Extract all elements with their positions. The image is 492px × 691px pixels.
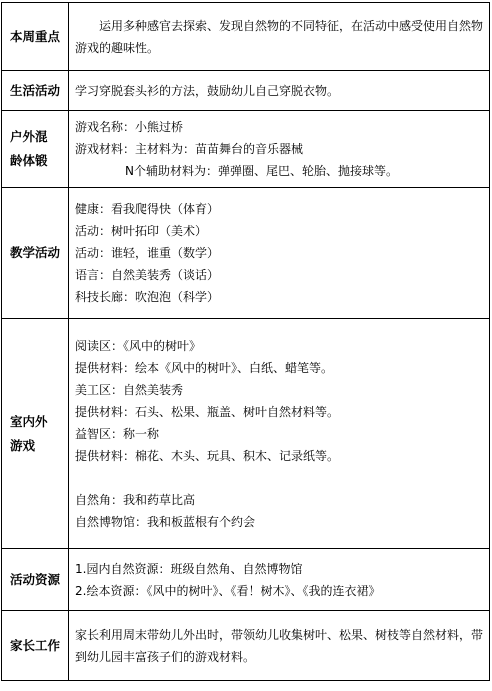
outdoor-materials-main: 游戏材料：主材料为：苗苗舞台的音乐器械 — [75, 142, 304, 156]
game-area-item: 美工区：自然美装秀 — [75, 382, 184, 397]
resource-item: 1.园内自然资源：班级自然角、自然博物馆 — [75, 561, 303, 576]
blank-line — [75, 467, 483, 489]
game-area-item: 益智区：称一称 — [75, 426, 160, 441]
label-indoor-line2: 游戏 — [10, 437, 36, 453]
content-life-activity — [69, 71, 490, 111]
row-outdoor-exercise — [2, 111, 490, 188]
label-life-activity: 生活活动 — [2, 71, 69, 111]
label-teaching-activity: 教学活动 — [2, 188, 69, 319]
teaching-item: 语言：自然美装秀（谈话） — [75, 268, 220, 282]
row-parent-work — [2, 611, 490, 681]
parent-work-text: 家长利用周末带幼儿外出时，带领幼儿收集树叶、松果、树枝等自然材料，带到幼儿园丰富孩子们的游戏材料。 — [75, 627, 484, 664]
teaching-item: 科技长廊：吹泡泡（科学） — [75, 290, 220, 304]
label-indoor-outdoor-games — [2, 319, 69, 549]
content-outdoor-exercise — [69, 111, 490, 188]
label-outdoor-line2: 龄体锻 — [10, 153, 48, 168]
content-activity-resources — [69, 549, 490, 611]
outdoor-materials-aux: N个辅助材料为：弹弹圈、尾巴、轮胎、抛接球等。 — [125, 164, 398, 178]
label-weekly-focus: 本周重点 — [2, 3, 69, 71]
row-activity-resources — [2, 549, 490, 611]
life-activity-text: 学习穿脱套头衫的方法，鼓励幼儿自己穿脱衣物。 — [75, 83, 340, 98]
game-area-item: 提供材料：绘本《风中的树叶》、白纸、蜡笔等。 — [75, 360, 334, 375]
content-indoor-outdoor-games — [69, 319, 490, 549]
weekly-plan-table — [1, 2, 490, 681]
teaching-item: 活动：谁轻，谁重（数学） — [75, 246, 220, 260]
resource-item: 2.绘本资源：《风中的树叶》、《看！树木》、《我的连衣裙》 — [75, 583, 381, 598]
teaching-item: 健康：看我爬得快（体育） — [75, 202, 220, 216]
content-weekly-focus — [69, 3, 490, 71]
label-parent-work: 家长工作 — [2, 611, 69, 681]
content-teaching-activity — [69, 188, 490, 319]
teaching-item: 活动：树叶拓印（美术） — [75, 224, 208, 238]
label-activity-resources: 活动资源 — [2, 549, 69, 611]
game-area-item: 提供材料：棉花、木头、玩具、积木、记录纸等。 — [75, 448, 340, 463]
game-area-item: 提供材料：石头、松果、瓶盖、树叶自然材料等。 — [75, 404, 340, 419]
label-outdoor-exercise — [2, 111, 69, 188]
row-life-activity — [2, 71, 490, 111]
outdoor-game-name: 游戏名称：小熊过桥 — [75, 120, 184, 134]
game-area-item: 自然角：我和药草比高 — [75, 492, 196, 507]
row-indoor-outdoor-games — [2, 319, 490, 549]
label-indoor-line1: 室内外 — [10, 413, 48, 429]
row-weekly-focus — [2, 3, 490, 71]
row-teaching-activity — [2, 188, 490, 319]
content-parent-work — [69, 611, 490, 681]
weekly-focus-text: 运用多种感官去探索、发现自然物的不同特征，在活动中感受使用自然物游戏的趣味性。 — [75, 18, 484, 55]
game-area-item: 自然博物馆：我和板蓝根有个约会 — [75, 514, 256, 529]
game-area-item: 阅读区：《风中的树叶》 — [75, 338, 202, 353]
label-outdoor-line1: 户外混 — [10, 129, 48, 144]
